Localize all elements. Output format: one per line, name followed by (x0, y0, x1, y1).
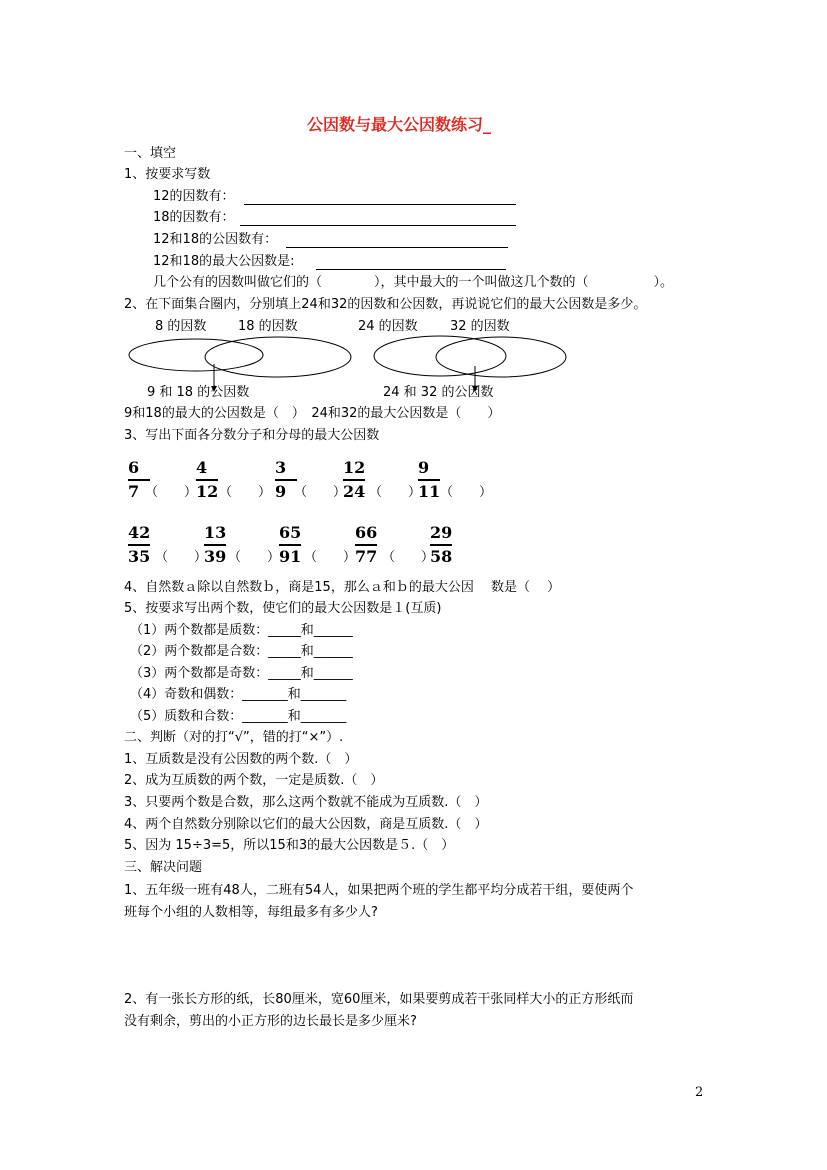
fraction-bar (204, 544, 226, 546)
fraction-bar (279, 544, 301, 546)
venn-b-right-label: 32 的因数 (450, 319, 510, 334)
q1-label: 1、按要求写数 (124, 167, 211, 182)
venn-b-left-circle (374, 336, 506, 376)
fraction-9 (355, 523, 385, 567)
judge-item-1: 1、互质数是没有公因数的两个数.（ ） (124, 752, 358, 767)
fraction-numerator: 4 (196, 458, 208, 477)
fraction-numerator: 29 (430, 523, 453, 542)
answer-paren[interactable]: （ ） (382, 550, 435, 565)
q2-label: 2、在下面集合圈内，分别填上24和32的因数和公因数，再说说它们的最大公因数是多少。 (124, 297, 647, 312)
q1-line-1: 12的因数有： (153, 189, 235, 204)
q5-label: 5、按要求写出两个数，使它们的最大公因数是１(互质) (124, 601, 442, 616)
fraction-denominator: 35 (128, 547, 151, 566)
section-1-heading: 一、填空 (124, 146, 177, 161)
fraction-bar (275, 479, 297, 481)
q3-label: 3、写出下面各分数分子和分母的最大公因数 (124, 428, 380, 443)
venn-a-left-label: 8 的因数 (155, 319, 207, 334)
fraction-denominator: 39 (204, 547, 227, 566)
venn-diagrams (0, 0, 827, 420)
q5-item-4: （4）奇数和偶数：_______和_______ (130, 687, 347, 702)
fraction-numerator: 9 (418, 458, 430, 477)
answer-paren[interactable]: （ ） (219, 485, 272, 500)
judge-item-3: 3、只要两个数是合数，那么这两个数就不能成为互质数.（ ） (124, 795, 488, 810)
problem-1-line-1: 1、五年级一班有48人，二班有54人，如果把两个班的学生都平均分成若干组，要使两个 (124, 883, 634, 898)
q1-line-2: 18的因数有： (153, 210, 235, 225)
fraction-bar (418, 479, 440, 481)
venn-a-right-circle (205, 337, 351, 377)
page-number: 2 (695, 1085, 704, 1100)
fraction-denominator: 12 (196, 482, 219, 501)
fraction-denominator: 77 (355, 547, 378, 566)
fraction-numerator: 65 (279, 523, 302, 542)
page-title: 公因数与最大公因数练习_ (307, 115, 492, 134)
fraction-10 (430, 523, 460, 567)
fraction-bar (343, 479, 365, 481)
answer-paren[interactable]: （ ） (369, 485, 422, 500)
q5-item-5: （5）质数和合数：_______和_______ (130, 709, 347, 724)
q1-line-3: 12和18的公因数有： (153, 232, 278, 247)
answer-paren[interactable]: （ ） (145, 485, 198, 500)
venn-diagram-a (129, 337, 351, 392)
section-2-heading: 二、判断（对的打“√”，错的打“×”）. (124, 730, 344, 745)
answer-paren[interactable]: （ ） (155, 550, 208, 565)
answer-paren[interactable]: （ ） (294, 485, 347, 500)
answer-paren[interactable]: （ ） (440, 485, 493, 500)
judge-item-2: 2、成为互质数的两个数，一定是质数.（ ） (124, 773, 384, 788)
fraction-denominator: 9 (275, 482, 287, 501)
venn-a-left-circle (129, 339, 263, 371)
fraction-numerator: 42 (128, 523, 151, 542)
judge-item-4: 4、两个自然数分别除以它们的最大公因数，商是互质数.（ ） (124, 817, 488, 832)
q1-line-4: 12和18的最大公因数是: (153, 254, 295, 269)
fraction-numerator: 3 (275, 458, 287, 477)
fraction-numerator: 66 (355, 523, 378, 542)
venn-a-right-label: 18 的因数 (238, 319, 298, 334)
problem-1-line-2: 班每个小组的人数相等，每组最多有多少人? (124, 905, 378, 920)
problem-2-line-1: 2、有一张长方形的纸，长80厘米，宽60厘米，如果要剪成若干张同样大小的正方形纸而 (124, 992, 634, 1007)
answer-paren[interactable]: （ ） (228, 550, 281, 565)
section-3-heading: 三、解决问题 (124, 860, 203, 875)
fraction-numerator: 6 (128, 458, 140, 477)
q5-item-2: （2）两个数都是合数：_____和______ (130, 644, 353, 659)
fraction-bar (430, 544, 452, 546)
q5-item-1: （1）两个数都是质数：_____和______ (130, 623, 353, 638)
problem-2-line-2: 没有剩余，剪出的小正方形的边长最长是多少厘米? (124, 1014, 417, 1029)
answer-paren[interactable]: （ ） (304, 550, 357, 565)
fraction-denominator: 91 (279, 547, 302, 566)
fraction-6 (128, 523, 158, 567)
q1-line-5: 几个公有的因数叫做它们的（ ），其中最大的一个叫做这几个数的（ ）。 (153, 275, 674, 290)
q4-text: 4、自然数ａ除以自然数ｂ，商是15，那么ａ和ｂ的最大公因 数是（ ） (124, 580, 561, 595)
judge-item-5: 5、因为 15÷3=5，所以15和3的最大公因数是５.（ ） (124, 838, 455, 853)
venn-diagram-b (374, 336, 566, 392)
venn-b-right-circle (436, 337, 566, 377)
venn-a-common-label: 9 和 18 的公因数 (147, 385, 250, 400)
fraction-denominator: 7 (128, 482, 140, 501)
fraction-bar (128, 544, 150, 546)
fraction-bar (355, 544, 377, 546)
fraction-bar (196, 479, 218, 481)
q5-item-3: （3）两个数都是奇数：_____和______ (130, 666, 353, 681)
fraction-numerator: 13 (204, 523, 227, 542)
venn-b-left-label: 24 的因数 (358, 319, 418, 334)
fraction-numerator: 12 (343, 458, 366, 477)
fraction-bar (128, 479, 150, 481)
fraction-denominator: 24 (343, 482, 366, 501)
venn-b-common-label: 24 和 32 的公因数 (383, 385, 494, 400)
fraction-denominator: 11 (418, 482, 441, 501)
q2-gcd-line: 9和18的最大的公因数是（ ） 24和32的最大公因数是（ ） (124, 406, 501, 421)
fraction-denominator: 58 (430, 547, 453, 566)
